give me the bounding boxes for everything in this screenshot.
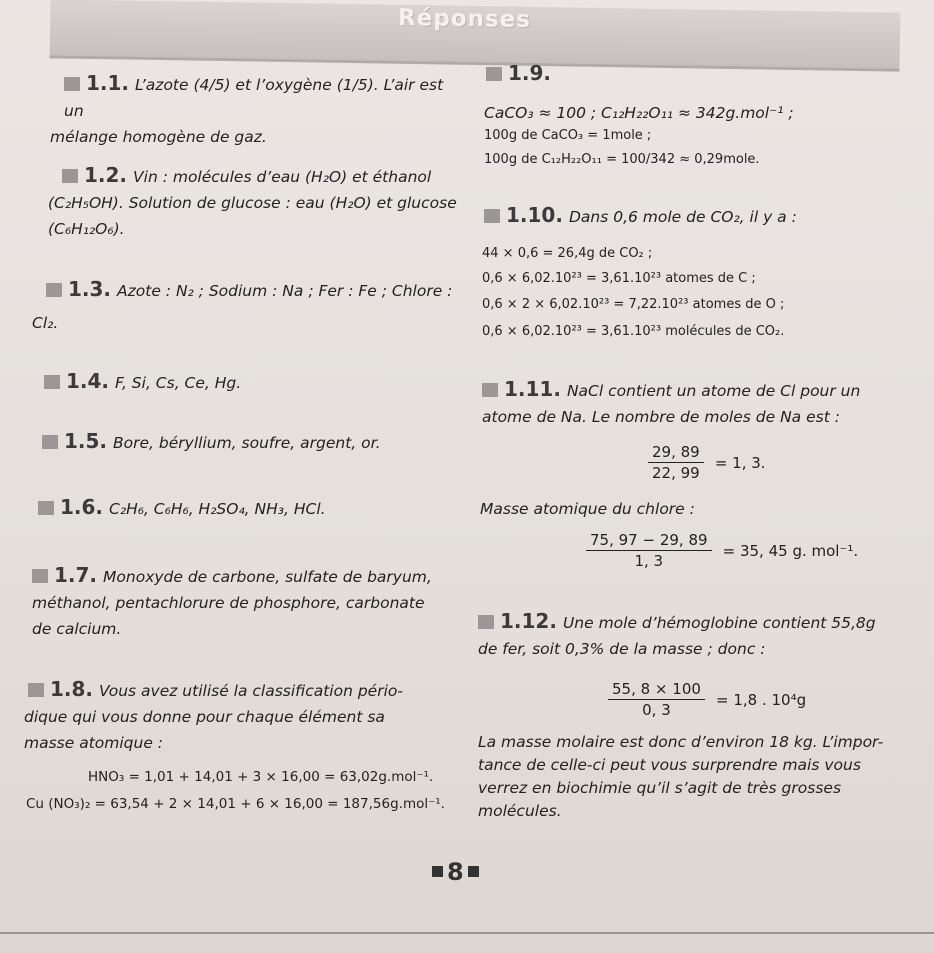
- answer-1-5: 1.5. Bore, béryllium, soufre, argent, or.: [42, 428, 452, 456]
- fraction-moles-na: $\frac{29, 89}{22, 99}$ = 1, 3.: [648, 442, 766, 483]
- answer-1-9-line3: 100g de C₁₂H₂₂O₁₁ = 100/342 ≈ 0,29mole.: [484, 152, 760, 167]
- answer-1-8: 1.8. Vous avez utilisé la classification pério- dique qui vous donne pour chaque élément sa masse atomique :: [24, 677, 403, 752]
- bullet-square-icon: [486, 67, 502, 81]
- answer-1-10: 1.10. Dans 0,6 mole de CO₂, il y a :: [484, 202, 914, 230]
- answer-1-6: 1.6. C₂H₆, C₆H₆, H₂SO₄, NH₃, HCl.: [38, 494, 448, 522]
- answer-1-10-line1: 44 × 0,6 = 26,4g de CO₂ ;: [482, 246, 653, 261]
- answer-1-10-line2: 0,6 × 6,02.10²³ = 3,61.10²³ atomes de C ;: [482, 271, 756, 286]
- bullet-square-icon: [44, 375, 60, 389]
- page-number: 8: [428, 858, 483, 886]
- answer-1-9-line2: 100g de CaCO₃ = 1mole ;: [484, 128, 652, 143]
- answer-1-11: 1.11. NaCl contient un atome de Cl pour un atome de Na. Le nombre de moles de Na est :: [482, 377, 861, 426]
- square-icon: [468, 866, 479, 877]
- bullet-square-icon: [484, 209, 500, 223]
- bullet-square-icon: [38, 501, 54, 515]
- page-title: Réponses: [397, 4, 532, 34]
- answer-1-7: 1.7. Monoxyde de carbone, sulfate de baryum, méthanol, pentachlorure de phosphore, carbonate de calcium.: [32, 563, 432, 638]
- square-icon: [432, 866, 443, 877]
- answer-1-12-conclusion: La masse molaire est donc d’environ 18 kg. L’impor- tance de celle-ci peut vous surprendre mais vous verrez en biochimie qu’il s’agit de très grosses molécules.: [478, 733, 884, 820]
- footer-divider: [0, 932, 934, 934]
- answer-1-9: 1.9.: [486, 60, 906, 88]
- answer-1-1: 1.1. L’azote (4/5) et l’oxygène (1/5). L’air est un mélange homogène de gaz.: [50, 71, 444, 146]
- bullet-square-icon: [64, 77, 80, 91]
- answer-1-9-line1: CaCO₃ ≈ 100 ; C₁₂H₂₂O₁₁ ≈ 342g.mol⁻¹ ;: [484, 104, 794, 122]
- answer-1-10-line3: 0,6 × 2 × 6,02.10²³ = 7,22.10²³ atomes de O ;: [482, 297, 785, 312]
- masse-atomique-chlore: Masse atomique du chlore :: [480, 500, 695, 518]
- bullet-square-icon: [42, 435, 58, 449]
- answer-1-2: 1.2. Vin : molécules d’eau (H₂O) et éthanol (C₂H₅OH). Solution de glucose : eau (H₂O) et glucose (C₆H₁₂O₆).: [48, 163, 457, 238]
- fraction-masse-chlore: $\frac{75, 97 - 29, 89}{1, 3}$ = 35, 45 g. mol⁻¹.: [586, 530, 858, 571]
- bullet-square-icon: [32, 569, 48, 583]
- answer-1-3: 1.3. Azote : N₂ ; Sodium : Na ; Fer : Fe ; Chlore : Cl₂.: [32, 277, 453, 332]
- bullet-square-icon: [62, 169, 78, 183]
- bullet-square-icon: [482, 383, 498, 397]
- equation-hno3: HNO₃ = 1,01 + 14,01 + 3 × 16,00 = 63,02g.mol⁻¹.: [88, 769, 434, 785]
- equation-cu-no3-2: Cu (NO₃)₂ = 63,54 + 2 × 14,01 + 6 × 16,00 = 187,56g.mol⁻¹.: [26, 796, 445, 812]
- bullet-square-icon: [478, 615, 494, 629]
- answer-1-12: 1.12. Une mole d’hémoglobine contient 55,8g de fer, soit 0,3% de la masse ; donc :: [478, 609, 876, 658]
- fraction-hemoglobine: $\frac{55, 8 \times 100}{0, 3}$ = 1,8 . 10⁴g: [608, 679, 806, 720]
- bullet-square-icon: [28, 683, 44, 697]
- bullet-square-icon: [46, 283, 62, 297]
- answer-1-4: 1.4. F, Si, Cs, Ce, Hg.: [44, 368, 454, 396]
- answer-1-10-line4: 0,6 × 6,02.10²³ = 3,61.10²³ molécules de CO₂.: [482, 324, 785, 339]
